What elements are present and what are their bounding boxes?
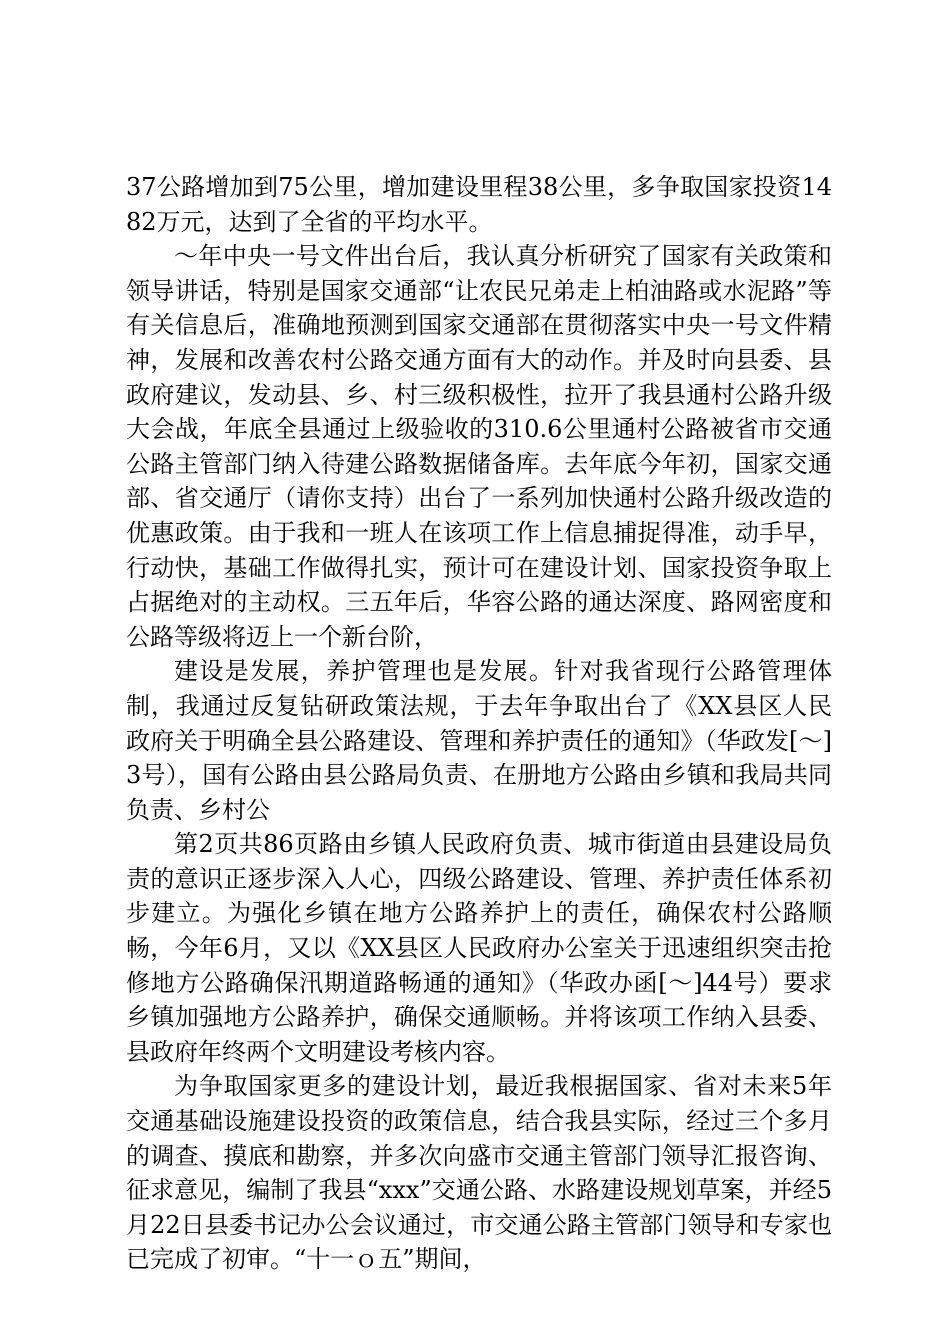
document-body: [126, 170, 832, 1277]
paragraph-3: 建设是发展，养护管理也是发展。针对我省现行公路管理体制，我通过反复钻研政策法规，于去年争取出台了《XX县区人民政府关于明确全县公路建设、管理和养护责任的通知》（华政发[～]3号），国有公路由县公路局负责、在册地方公路由乡镇和我局共同负责、乡村公: [126, 657, 832, 824]
paragraph-2: ～年中央一号文件出台后，我认真分析研究了国家有关政策和领导讲话，特别是国家交通部“让农民兄弟走上柏油路或水泥路”等有关信息后，准确地预测到国家交通部在贯彻落实中央一号文件精神，发展和改善农村公路交通方面有大的动作。并及时向县委、县政府建议，发动县、乡、村三级积极性，拉开了我县通村公路升级大会战，年底全县通过上级验收的310.6公里通村公路被省市交通公路主管部门纳入待建公路数据储备库。去年底今年初，国家交通部、省交通厅（请你支持）出台了一系列加快通村公路升级改造的优惠政策。由于我和一班人在该项工作上信息捕捉得准，动手早，行动快，基础工作做得扎实，预计可在建设计划、国家投资争取上占据绝对的主动权。三五年后，华容公路的通达深度、路网密度和公路等级将迈上一个新台阶，: [126, 242, 832, 651]
paragraph-5: 为争取国家更多的建设计划，最近我根据国家、省对未来5年交通基础设施建设投资的政策信息，结合我县实际，经过三个多月的调查、摸底和勘察，并多次向盛市交通主管部门领导汇报咨询、征求意见，编制了我县“xxx”交通公路、水路建设规划草案，并经5月22日县委书记办公会议通过，市交通公路主管部门领导和专家也已完成了初审。“十一ｏ五”期间，: [126, 1072, 832, 1274]
paragraph-1: 37公路增加到75公里，增加建设里程38公里，多争取国家投资1482万元，达到了全省的平均水平。: [126, 173, 832, 236]
paragraph-4: 第2页共86页路由乡镇人民政府负责、城市街道由县建设局负责的意识正逐步深入人心，四级公路建设、管理、养护责任体系初步建立。为强化乡镇在地方公路养护上的责任，确保农村公路顺畅，今年6月，又以《XX县区人民政府办公室关于迅速组织突击抢修地方公路确保汛期道路畅通的通知》（华政办函[～]44号）要求乡镇加强地方公路养护，确保交通顺畅。并将该项工作纳入县委、县政府年终两个文明建设考核内容。: [126, 830, 832, 1066]
